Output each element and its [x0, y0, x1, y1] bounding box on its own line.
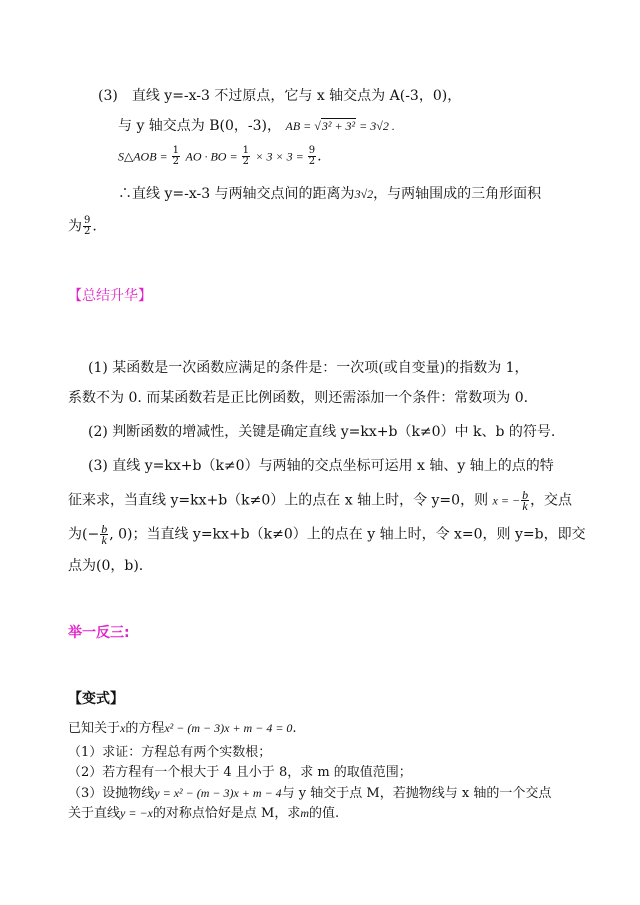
summary-p3-line4: 点为(0，b).: [68, 558, 144, 574]
summary-p3-line2: 征来求，当直线 y=kx+b（k≠0）上的点在 x 轴上时，令 y=0，则 x = − $\frac{b}{k}$ ，交点: [68, 488, 573, 513]
part3-conclusion: ∴直线 y=-x-3 与两轴交点间的距离为3√2，与两轴围成的三角形面积: [118, 186, 542, 202]
fraction-nine-halves: $\frac{9}{2}$: [308, 145, 316, 167]
part3-line2-text: 与 y 轴交点为 B(0，-3)，: [118, 118, 282, 134]
part3-conclusion-end: 为 $\frac{9}{2}$ .: [68, 215, 97, 237]
summary-p2: (2) 判断函数的增减性，关键是确定直线 y=kx+b（k≠0）中 k、b 的符号.: [88, 424, 556, 440]
summary-p1-line1: (1) 某函数是一次函数应满足的条件是：一次项(或自变量)的指数为 1，: [88, 360, 529, 376]
fraction-b-over-k-2: $\frac{b}{k}$: [101, 522, 108, 547]
summary-heading: 【总结升华】: [68, 288, 152, 304]
fraction-b-over-k: $\frac{b}{k}$: [522, 488, 529, 513]
summary-p1-line2: 系数不为 0. 而某函数若是正比例函数，则还需添加一个条件：常数项为 0.: [68, 390, 529, 406]
fraction-one-half: $\frac{1}{2}$: [172, 145, 180, 167]
fraction-one-half-2: $\frac{1}{2}$: [242, 145, 249, 167]
ab-formula: AB = √3² + 3² = 3√2 .: [285, 119, 395, 133]
question-intro: 已知关于x的方程x² − (m − 3)x + m − 4 = 0.: [68, 721, 297, 736]
summary-p3-line1: (3) 直线 y=kx+b（k≠0）与两轴的交点坐标可运用 x 轴、y 轴上的点的特: [88, 458, 554, 474]
area-formula: S△AOB = $\frac{1}{2}$ AO · BO = $\frac{1}{2}$ × 3 × 3 = $\frac{9}{2}$ .: [118, 145, 322, 167]
summary-p3-line3: 为(− $\frac{b}{k}$ , 0)；当直线 y=kx+b（k≠0）上的点在 y 轴上时，令 x=0，则 y=b，即交: [68, 522, 586, 547]
part3-line2: [118, 116, 395, 136]
part3-line1: (3) 直线 y=-x-3 不过原点，它与 x 轴交点为 A(-3，0)，: [98, 88, 462, 104]
fraction-nine-halves-2: $\frac{9}{2}$: [84, 215, 91, 237]
variant-heading: 【变式】: [68, 691, 124, 707]
question-1: （1）求证：方程总有两个实数根；: [68, 745, 272, 760]
question-3-line1: （3）设抛物线y = x² − (m − 3)x + m − 4与 y 轴交于点 M，若抛物线与 x 轴的一个交点: [68, 786, 552, 801]
practice-heading: 举一反三:: [68, 625, 130, 641]
question-2: （2）若方程有一个根大于 4 且小于 8，求 m 的取值范围；: [68, 765, 412, 780]
question-3-line2: 关于直线y = −x的对称点恰好是点 M，求m的值.: [68, 806, 340, 821]
